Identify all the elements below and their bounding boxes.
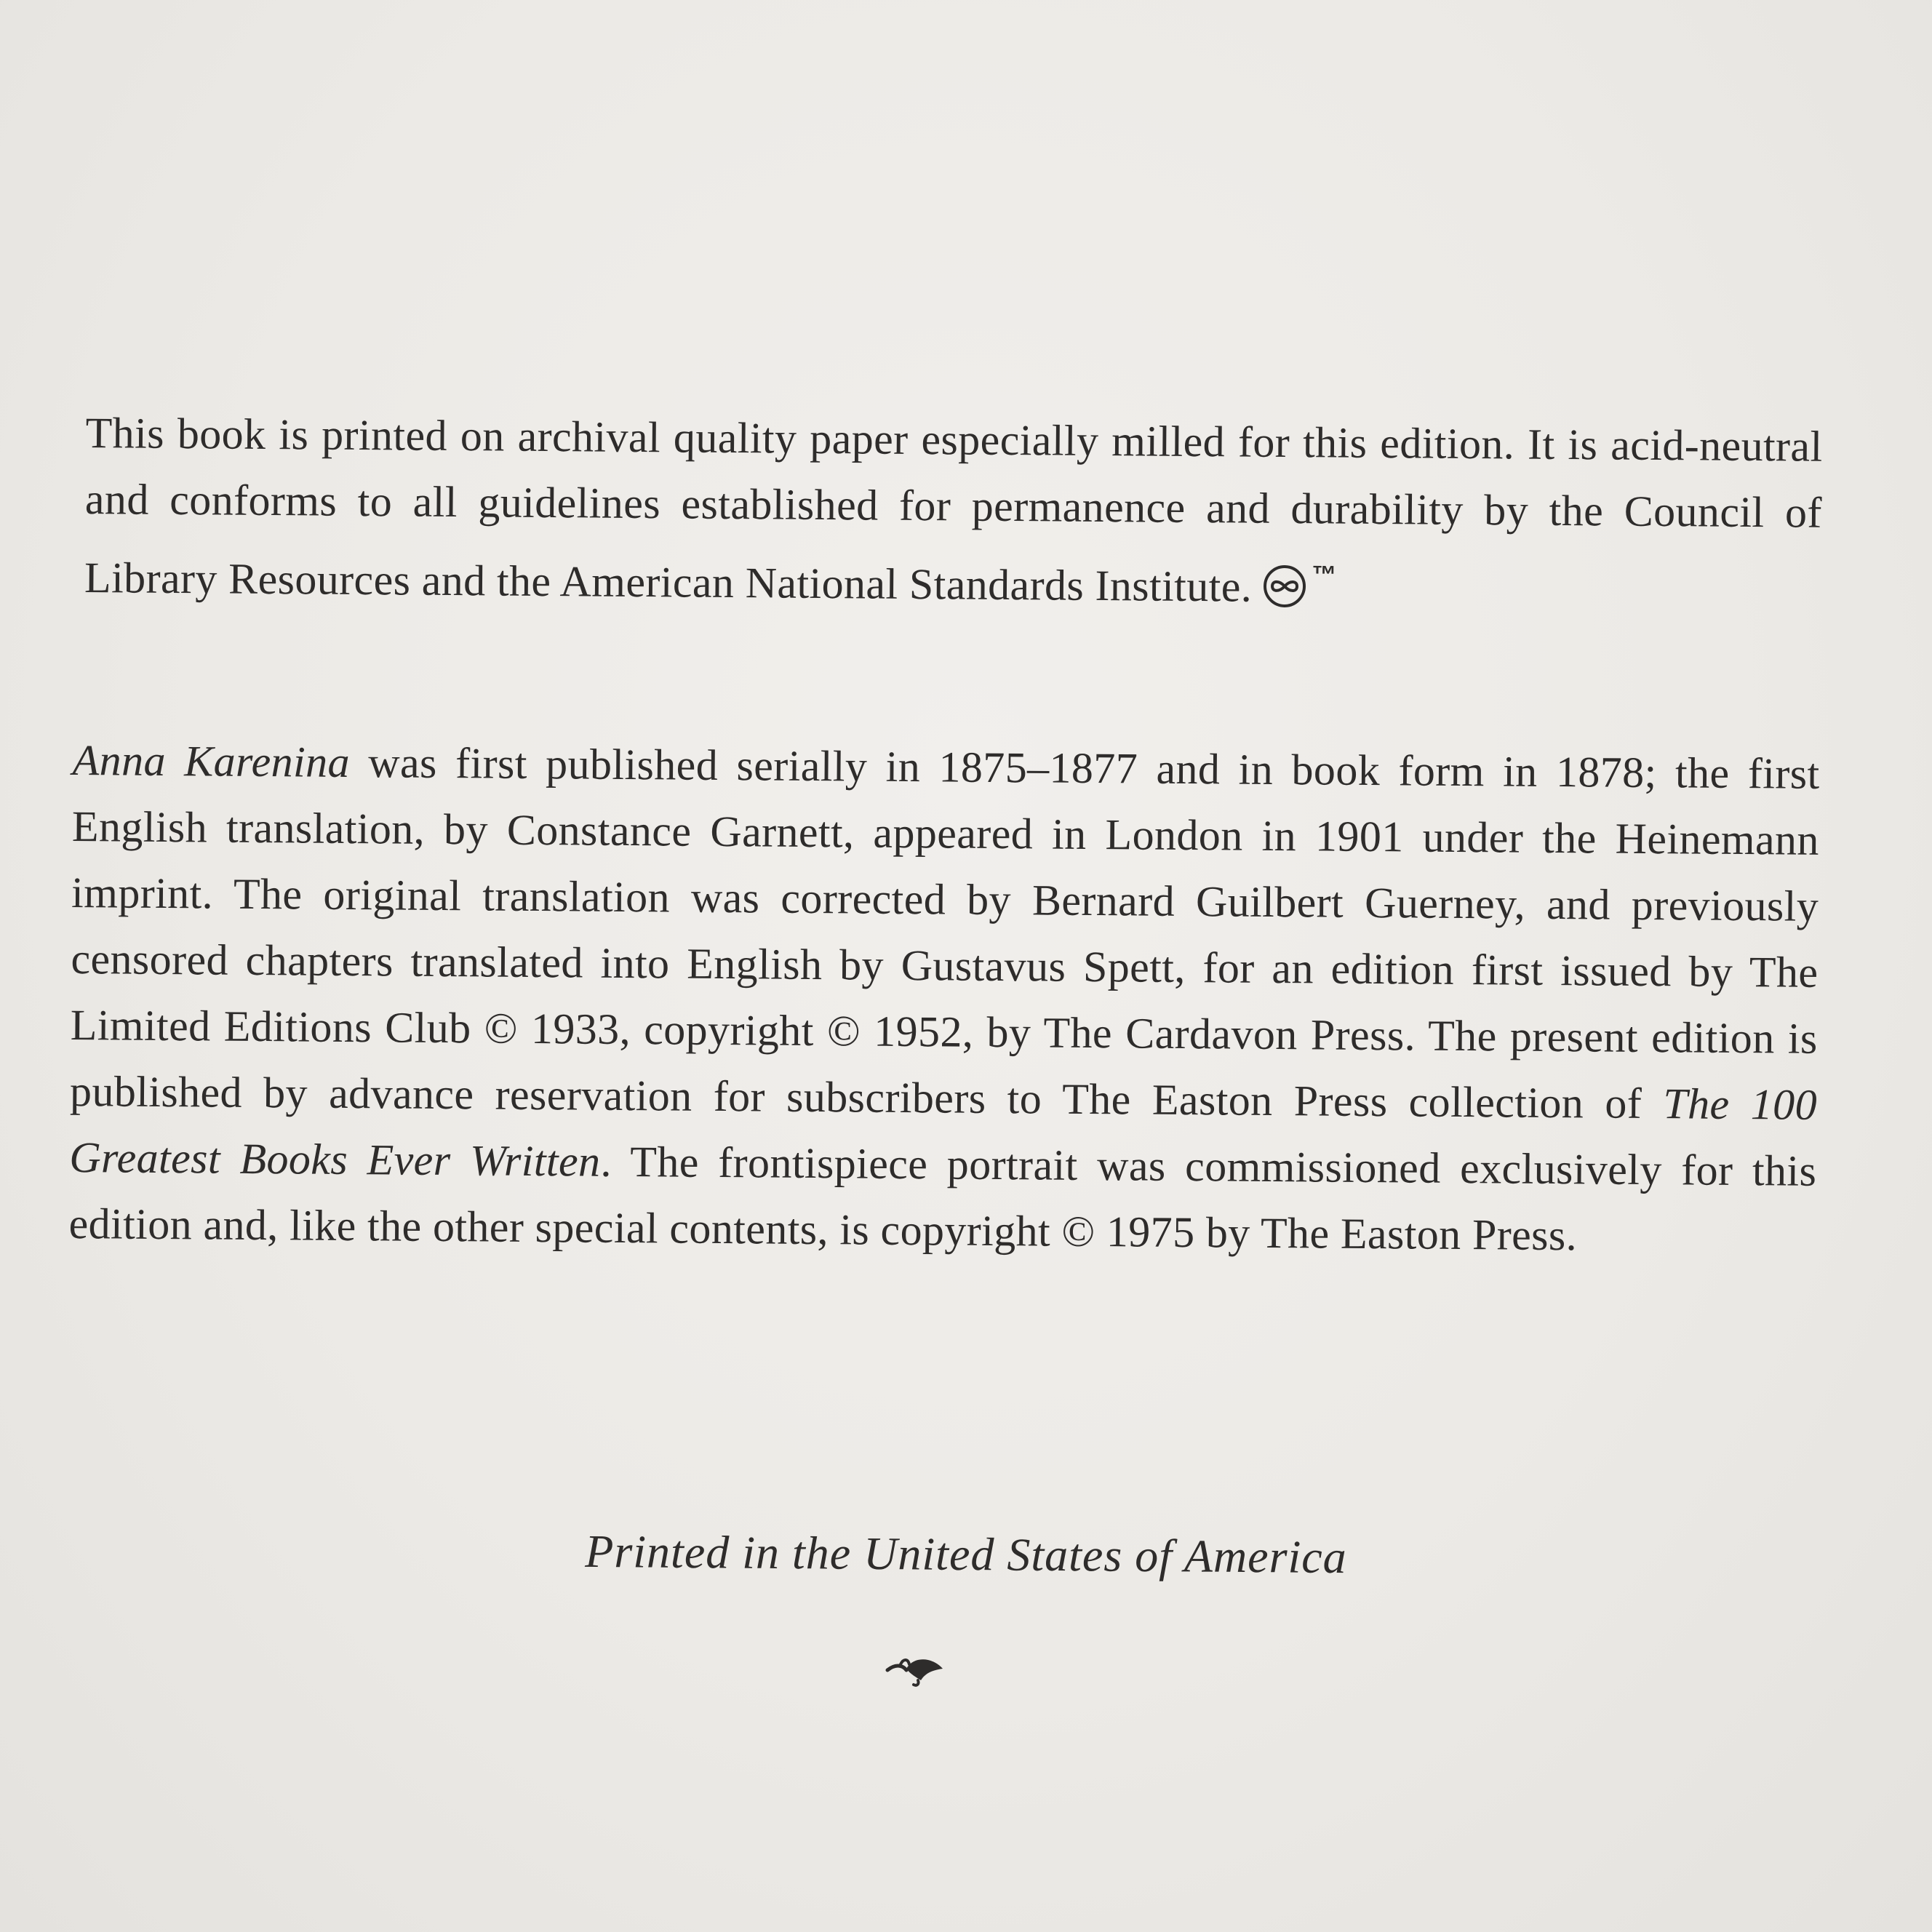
trademark-symbol: ™ bbox=[1312, 561, 1337, 589]
publication-history-text bbox=[68, 727, 1820, 1271]
history-text-part-1: was first published serially in 1875–1877 and in book form in 1878; the first English translation, by Constance Garnett, appeared in London in 1901 under the Heinemann imprint. The original translation was corrected by Bernard Guilbert Guerney, and previously censored chapters translated into English by Gustavus Spett, for an edition first issued by The Limited Editions Club © 1933, copyright © 1952, by The Cardavon Press. The present edition is published by advance reservation for subscribers to The Easton Press collection of bbox=[69, 738, 1820, 1128]
fleuron-icon bbox=[885, 1648, 947, 1688]
history-text-part-2: . The frontispiece portrait was commissioned exclusively for this edition and, like the other special contents, is copyright © 1975 by The Easton Press. bbox=[68, 1137, 1817, 1260]
archival-paper-paragraph bbox=[84, 400, 1823, 625]
publication-history-paragraph bbox=[68, 727, 1820, 1271]
archival-paper-text-line bbox=[84, 400, 1823, 625]
archival-paper-text: This book is printed on archival quality paper especially milled for this edition. It is acid-neutral and conforms to all guidelines established for permanence and durability by the Council of Library Resources and the American National Standards Institute. bbox=[84, 408, 1823, 611]
infinity-in-circle-icon bbox=[1262, 564, 1307, 609]
series-title: The 100 Greatest Books Ever Written bbox=[69, 1079, 1818, 1186]
printed-in-line: Printed in the United States of America bbox=[585, 1525, 1347, 1584]
book-title: Anna Karenina bbox=[72, 735, 351, 786]
